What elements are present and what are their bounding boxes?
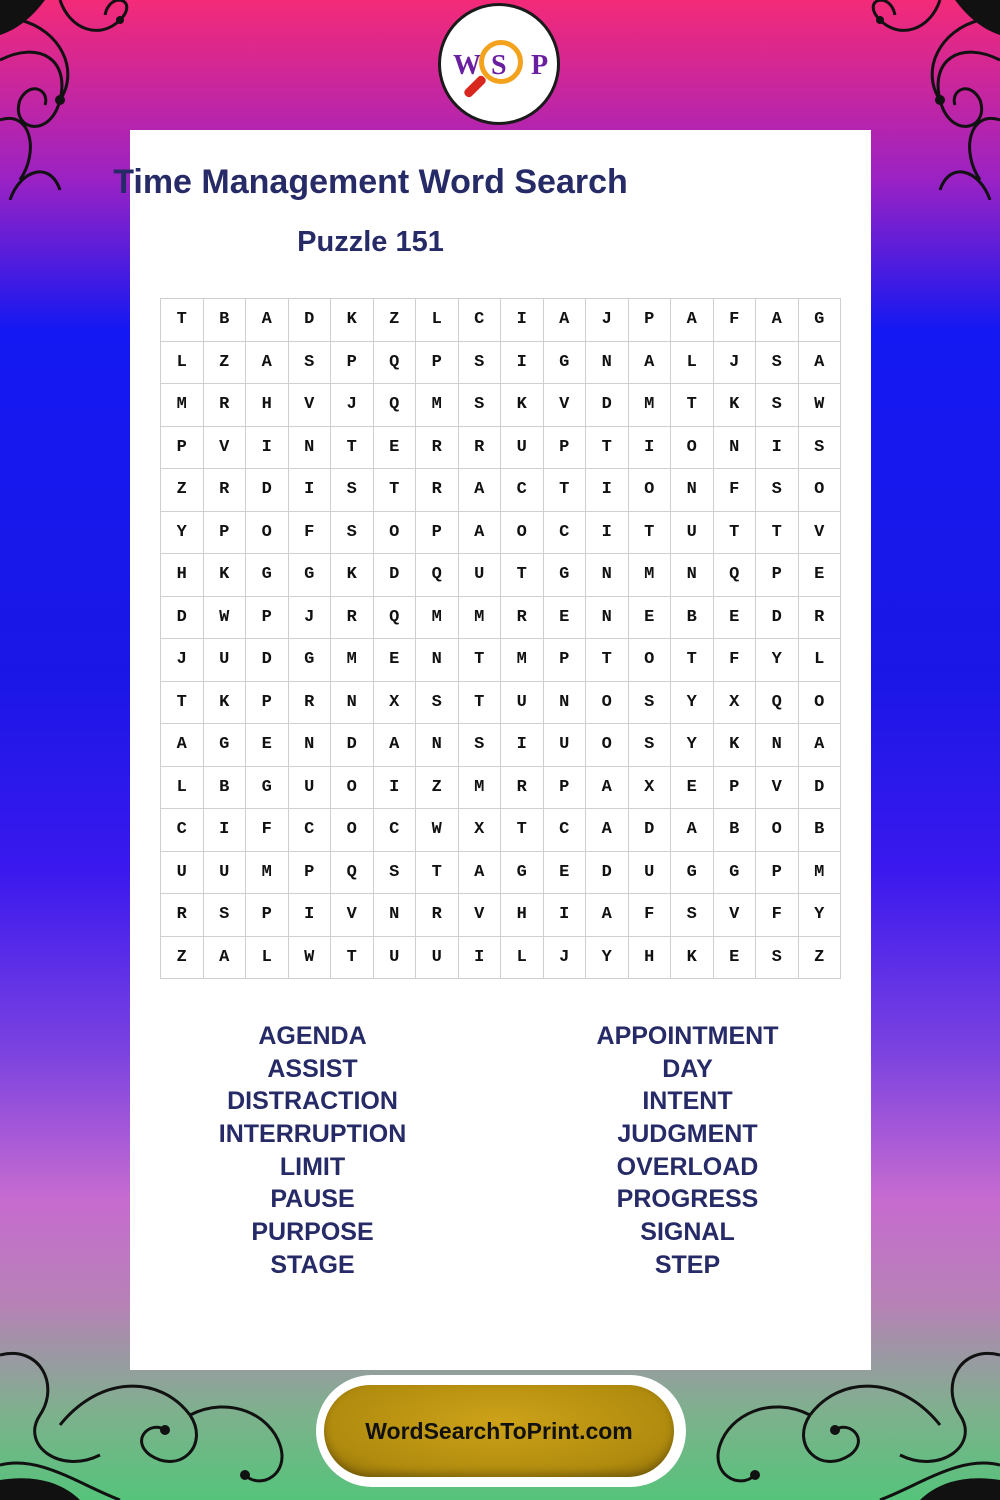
grid-cell[interactable]: U (161, 852, 204, 895)
word-list-right (535, 1020, 840, 1282)
grid-cell[interactable]: C (289, 809, 332, 852)
grid-cell[interactable]: U (204, 852, 247, 895)
grid-cell[interactable]: S (331, 469, 374, 512)
grid-cell[interactable]: D (161, 597, 204, 640)
grid-cell[interactable]: N (289, 724, 332, 767)
grid-cell[interactable]: E (799, 554, 842, 597)
word-list-left (160, 1020, 465, 1282)
grid-cell[interactable]: H (501, 894, 544, 937)
grid-cell[interactable]: J (331, 384, 374, 427)
grid-cell[interactable]: T (544, 469, 587, 512)
grid-cell[interactable]: M (459, 597, 502, 640)
grid-cell[interactable]: M (459, 767, 502, 810)
grid-cell[interactable]: N (331, 682, 374, 725)
grid-cell[interactable]: T (374, 469, 417, 512)
grid-cell[interactable]: F (714, 469, 757, 512)
grid-cell[interactable]: V (756, 767, 799, 810)
grid-cell[interactable]: D (586, 384, 629, 427)
grid-cell[interactable]: T (671, 384, 714, 427)
grid-cell[interactable]: M (416, 597, 459, 640)
word-list-item: OVERLOAD (616, 1152, 759, 1181)
grid-cell[interactable]: V (544, 384, 587, 427)
grid-cell[interactable]: B (714, 809, 757, 852)
grid-cell[interactable]: U (416, 937, 459, 980)
grid-cell[interactable]: G (799, 299, 842, 342)
grid-cell[interactable]: D (246, 639, 289, 682)
grid-cell[interactable]: N (756, 724, 799, 767)
word-list-item: PURPOSE (251, 1218, 374, 1247)
grid-cell[interactable]: G (289, 639, 332, 682)
word-list-item: ASSIST (267, 1054, 358, 1083)
grid-cell[interactable]: M (501, 639, 544, 682)
grid-cell[interactable]: P (756, 852, 799, 895)
grid-cell[interactable]: O (586, 682, 629, 725)
grid-cell[interactable]: I (246, 427, 289, 470)
grid-cell[interactable]: G (246, 554, 289, 597)
grid-cell[interactable]: T (416, 852, 459, 895)
grid-cell[interactable]: P (629, 299, 672, 342)
grid-cell[interactable]: S (756, 469, 799, 512)
word-list-item: LIMIT (279, 1152, 346, 1181)
grid-cell[interactable]: E (629, 597, 672, 640)
grid-cell[interactable]: B (671, 597, 714, 640)
grid-cell[interactable]: U (204, 639, 247, 682)
grid-cell[interactable]: P (204, 512, 247, 555)
grid-cell[interactable]: P (756, 554, 799, 597)
grid-cell[interactable]: M (799, 852, 842, 895)
grid-cell[interactable]: I (501, 724, 544, 767)
grid-cell[interactable]: R (799, 597, 842, 640)
grid-cell[interactable]: N (586, 597, 629, 640)
grid-cell[interactable]: A (671, 299, 714, 342)
grid-cell[interactable]: K (501, 384, 544, 427)
grid-cell[interactable]: U (501, 427, 544, 470)
grid-cell[interactable]: P (544, 767, 587, 810)
word-list-item: AGENDA (258, 1022, 367, 1050)
grid-cell[interactable]: E (544, 852, 587, 895)
grid-cell[interactable]: E (374, 427, 417, 470)
grid-cell[interactable]: Q (374, 384, 417, 427)
grid-cell[interactable]: A (586, 894, 629, 937)
grid-cell[interactable]: R (416, 427, 459, 470)
word-list-item: PAUSE (270, 1185, 355, 1214)
grid-cell[interactable]: T (331, 937, 374, 980)
grid-cell[interactable]: V (204, 427, 247, 470)
grid-cell[interactable]: O (246, 512, 289, 555)
grid-cell[interactable]: P (289, 852, 332, 895)
grid-cell[interactable]: M (161, 384, 204, 427)
grid-cell[interactable]: O (756, 809, 799, 852)
grid-cell[interactable]: P (416, 512, 459, 555)
grid-cell[interactable]: S (756, 937, 799, 980)
grid-cell[interactable]: L (671, 342, 714, 385)
grid-cell[interactable]: F (756, 894, 799, 937)
grid-cell[interactable]: P (246, 682, 289, 725)
grid-cell[interactable]: O (501, 512, 544, 555)
grid-cell[interactable]: K (331, 299, 374, 342)
grid-cell[interactable]: E (671, 767, 714, 810)
grid-cell[interactable]: O (799, 682, 842, 725)
logo-letter-s: S (491, 50, 507, 81)
grid-cell[interactable]: C (459, 299, 502, 342)
grid-cell[interactable]: V (459, 894, 502, 937)
grid-cell[interactable]: D (374, 554, 417, 597)
grid-cell[interactable]: K (204, 554, 247, 597)
grid-cell[interactable]: Z (161, 937, 204, 980)
grid-cell[interactable]: T (501, 809, 544, 852)
grid-cell[interactable]: G (671, 852, 714, 895)
grid-cell[interactable]: U (289, 767, 332, 810)
grid-cell[interactable]: I (374, 767, 417, 810)
grid-cell[interactable]: M (629, 554, 672, 597)
grid-cell[interactable]: I (586, 512, 629, 555)
grid-cell[interactable]: V (714, 894, 757, 937)
grid-cell[interactable]: W (416, 809, 459, 852)
grid-cell[interactable]: U (671, 512, 714, 555)
grid-cell[interactable]: N (374, 894, 417, 937)
grid-cell[interactable]: S (459, 724, 502, 767)
grid-cell[interactable]: P (246, 597, 289, 640)
word-list-item: DAY (662, 1054, 713, 1083)
word-list-item: JUDGMENT (617, 1120, 758, 1149)
grid-cell[interactable]: A (204, 937, 247, 980)
puzzle-number: Puzzle 151 (297, 226, 444, 258)
grid-cell[interactable]: S (629, 724, 672, 767)
word-list-item: DISTRACTION (227, 1087, 398, 1116)
grid-cell[interactable]: N (714, 427, 757, 470)
grid-cell[interactable]: A (161, 724, 204, 767)
grid-cell[interactable]: G (544, 554, 587, 597)
grid-cell[interactable]: T (161, 682, 204, 725)
grid-cell[interactable]: A (246, 299, 289, 342)
grid-cell[interactable]: I (586, 469, 629, 512)
grid-cell[interactable]: T (459, 639, 502, 682)
grid-cell[interactable]: E (374, 639, 417, 682)
grid-cell[interactable]: B (204, 299, 247, 342)
grid-cell[interactable]: N (671, 469, 714, 512)
grid-cell[interactable]: C (544, 512, 587, 555)
grid-cell[interactable]: S (204, 894, 247, 937)
grid-cell[interactable]: I (204, 809, 247, 852)
grid-cell[interactable]: P (161, 427, 204, 470)
grid-cell[interactable]: G (246, 767, 289, 810)
grid-cell[interactable]: X (459, 809, 502, 852)
grid-cell[interactable]: A (459, 852, 502, 895)
grid-cell[interactable]: M (629, 384, 672, 427)
grid-cell[interactable]: M (246, 852, 289, 895)
grid-cell[interactable]: R (204, 469, 247, 512)
grid-cell[interactable]: T (501, 554, 544, 597)
word-list-item: INTERRUPTION (218, 1120, 407, 1149)
grid-cell[interactable]: Y (671, 724, 714, 767)
grid-cell[interactable]: S (374, 852, 417, 895)
site-link[interactable]: WordSearchToPrint.com (324, 1385, 674, 1477)
grid-cell[interactable]: G (714, 852, 757, 895)
grid-cell[interactable]: C (544, 809, 587, 852)
grid-cell[interactable]: A (459, 469, 502, 512)
grid-cell[interactable]: L (161, 342, 204, 385)
grid-cell[interactable]: C (374, 809, 417, 852)
grid-cell[interactable]: J (714, 342, 757, 385)
grid-cell[interactable]: J (586, 299, 629, 342)
grid-cell[interactable]: Q (374, 597, 417, 640)
grid-cell[interactable]: I (501, 342, 544, 385)
grid-cell[interactable]: D (756, 597, 799, 640)
grid-cell[interactable]: S (459, 384, 502, 427)
footer-badge (316, 1375, 686, 1487)
grid-cell[interactable]: Z (799, 937, 842, 980)
grid-cell[interactable]: S (629, 682, 672, 725)
grid-cell[interactable]: E (544, 597, 587, 640)
grid-cell[interactable]: I (756, 427, 799, 470)
grid-cell[interactable]: F (629, 894, 672, 937)
grid-cell[interactable]: L (161, 767, 204, 810)
grid-cell[interactable]: N (586, 554, 629, 597)
grid-cell[interactable]: N (671, 554, 714, 597)
grid-cell[interactable]: R (416, 894, 459, 937)
grid-cell[interactable]: T (756, 512, 799, 555)
grid-cell[interactable]: X (374, 682, 417, 725)
grid-cell[interactable]: K (204, 682, 247, 725)
grid-cell[interactable]: T (586, 639, 629, 682)
grid-cell[interactable]: D (799, 767, 842, 810)
grid-cell[interactable]: V (799, 512, 842, 555)
word-list-item: STEP (654, 1250, 721, 1279)
grid-cell[interactable]: F (246, 809, 289, 852)
grid-cell[interactable]: T (629, 512, 672, 555)
grid-cell[interactable]: G (204, 724, 247, 767)
grid-cell[interactable]: Q (374, 342, 417, 385)
word-list-item: SIGNAL (640, 1218, 735, 1247)
grid-cell[interactable]: U (501, 682, 544, 725)
grid-cell[interactable]: Y (586, 937, 629, 980)
grid-cell[interactable]: R (331, 597, 374, 640)
grid-cell[interactable]: Y (799, 894, 842, 937)
grid-cell[interactable]: S (416, 682, 459, 725)
grid-cell[interactable]: U (374, 937, 417, 980)
grid-cell[interactable]: A (246, 342, 289, 385)
logo-letter-w: W (453, 50, 481, 81)
grid-cell[interactable]: R (416, 469, 459, 512)
grid-cell[interactable]: T (586, 427, 629, 470)
grid-cell[interactable]: D (246, 469, 289, 512)
grid-cell[interactable]: D (586, 852, 629, 895)
grid-cell[interactable]: E (714, 937, 757, 980)
grid-cell[interactable]: T (714, 512, 757, 555)
grid-cell[interactable]: U (629, 852, 672, 895)
grid-cell[interactable]: L (799, 639, 842, 682)
grid-cell[interactable]: I (501, 299, 544, 342)
grid-cell[interactable]: P (331, 342, 374, 385)
grid-cell[interactable]: T (161, 299, 204, 342)
grid-cell[interactable]: W (289, 937, 332, 980)
grid-cell[interactable]: H (629, 937, 672, 980)
grid-cell[interactable]: K (671, 937, 714, 980)
grid-cell[interactable]: R (501, 767, 544, 810)
grid-cell[interactable]: O (586, 724, 629, 767)
grid-cell[interactable]: N (289, 427, 332, 470)
grid-cell[interactable]: Y (756, 639, 799, 682)
grid-cell[interactable]: N (544, 682, 587, 725)
grid-cell[interactable]: B (799, 809, 842, 852)
grid-cell[interactable]: X (629, 767, 672, 810)
grid-cell[interactable]: F (714, 639, 757, 682)
grid-cell[interactable]: H (161, 554, 204, 597)
grid-cell[interactable]: M (416, 384, 459, 427)
grid-cell[interactable]: O (374, 512, 417, 555)
grid-cell[interactable]: R (161, 894, 204, 937)
grid-cell[interactable]: S (756, 384, 799, 427)
grid-cell[interactable]: E (714, 597, 757, 640)
grid-cell[interactable]: A (756, 299, 799, 342)
grid-cell[interactable]: N (586, 342, 629, 385)
grid-cell[interactable]: H (246, 384, 289, 427)
grid-cell[interactable]: L (501, 937, 544, 980)
grid-cell[interactable]: A (374, 724, 417, 767)
grid-cell[interactable]: U (459, 554, 502, 597)
word-list-item: PROGRESS (616, 1185, 759, 1214)
grid-cell[interactable]: R (204, 384, 247, 427)
grid-cell[interactable]: T (331, 427, 374, 470)
grid-cell[interactable]: V (331, 894, 374, 937)
grid-cell[interactable]: I (289, 894, 332, 937)
grid-cell[interactable]: K (714, 384, 757, 427)
grid-cell[interactable]: I (289, 469, 332, 512)
grid-cell[interactable]: O (629, 639, 672, 682)
grid-cell[interactable]: T (671, 639, 714, 682)
grid-cell[interactable]: M (331, 639, 374, 682)
grid-cell[interactable]: F (714, 299, 757, 342)
grid-cell[interactable]: J (161, 639, 204, 682)
grid-cell[interactable]: L (416, 299, 459, 342)
grid-cell[interactable]: A (586, 809, 629, 852)
grid-cell[interactable]: Z (204, 342, 247, 385)
grid-cell[interactable]: A (459, 512, 502, 555)
grid-cell[interactable]: F (289, 512, 332, 555)
grid-cell[interactable]: X (714, 682, 757, 725)
grid-cell[interactable]: R (501, 597, 544, 640)
grid-cell[interactable]: W (799, 384, 842, 427)
grid-cell[interactable]: G (501, 852, 544, 895)
grid-cell[interactable]: Y (671, 682, 714, 725)
grid-cell[interactable]: S (289, 342, 332, 385)
grid-cell[interactable]: O (331, 767, 374, 810)
site-logo[interactable] (438, 3, 560, 125)
grid-cell[interactable]: K (714, 724, 757, 767)
grid-cell[interactable]: U (544, 724, 587, 767)
page-title: Time Management Word Search (113, 163, 628, 201)
grid-cell[interactable]: Q (756, 682, 799, 725)
grid-cell[interactable]: Y (161, 512, 204, 555)
grid-cell[interactable]: S (459, 342, 502, 385)
grid-cell[interactable]: E (246, 724, 289, 767)
grid-cell[interactable]: A (799, 724, 842, 767)
grid-cell[interactable]: D (629, 809, 672, 852)
grid-cell[interactable]: D (289, 299, 332, 342)
grid-cell[interactable]: O (671, 427, 714, 470)
grid-cell[interactable]: R (289, 682, 332, 725)
letter-grid (160, 298, 841, 979)
word-list-item: INTENT (642, 1087, 733, 1116)
grid-cell[interactable]: A (671, 809, 714, 852)
grid-cell[interactable]: D (331, 724, 374, 767)
grid-cell[interactable]: I (459, 937, 502, 980)
grid-cell[interactable]: A (544, 299, 587, 342)
grid-cell[interactable]: A (799, 342, 842, 385)
grid-cell[interactable]: S (671, 894, 714, 937)
grid-cell[interactable]: G (544, 342, 587, 385)
grid-cell[interactable]: O (799, 469, 842, 512)
grid-cell[interactable]: O (629, 469, 672, 512)
grid-cell[interactable]: S (756, 342, 799, 385)
grid-cell[interactable]: Q (331, 852, 374, 895)
grid-cell[interactable]: Z (374, 299, 417, 342)
grid-cell[interactable]: Z (416, 767, 459, 810)
grid-cell[interactable]: J (544, 937, 587, 980)
grid-cell[interactable]: W (204, 597, 247, 640)
grid-cell[interactable]: G (289, 554, 332, 597)
logo-letter-p: P (531, 50, 549, 81)
grid-cell[interactable]: P (544, 427, 587, 470)
grid-cell[interactable]: P (416, 342, 459, 385)
grid-cell[interactable]: A (629, 342, 672, 385)
grid-cell[interactable]: N (416, 724, 459, 767)
grid-cell[interactable]: C (161, 809, 204, 852)
grid-cell[interactable]: P (714, 767, 757, 810)
grid-cell[interactable]: O (331, 809, 374, 852)
grid-cell[interactable]: V (289, 384, 332, 427)
grid-cell[interactable]: L (246, 937, 289, 980)
grid-cell[interactable]: S (799, 427, 842, 470)
grid-cell[interactable]: N (416, 639, 459, 682)
word-list-item: STAGE (270, 1250, 355, 1279)
grid-cell[interactable]: Q (416, 554, 459, 597)
grid-cell[interactable]: I (544, 894, 587, 937)
grid-cell[interactable]: T (459, 682, 502, 725)
grid-cell[interactable]: R (459, 427, 502, 470)
grid-cell[interactable]: J (289, 597, 332, 640)
grid-cell[interactable]: K (331, 554, 374, 597)
grid-cell[interactable]: C (501, 469, 544, 512)
grid-cell[interactable]: P (544, 639, 587, 682)
grid-cell[interactable]: P (246, 894, 289, 937)
word-list-item: APPOINTMENT (596, 1022, 779, 1050)
grid-cell[interactable]: I (629, 427, 672, 470)
grid-cell[interactable]: A (586, 767, 629, 810)
grid-cell[interactable]: Z (161, 469, 204, 512)
grid-cell[interactable]: S (331, 512, 374, 555)
grid-cell[interactable]: Q (714, 554, 757, 597)
grid-cell[interactable]: B (204, 767, 247, 810)
